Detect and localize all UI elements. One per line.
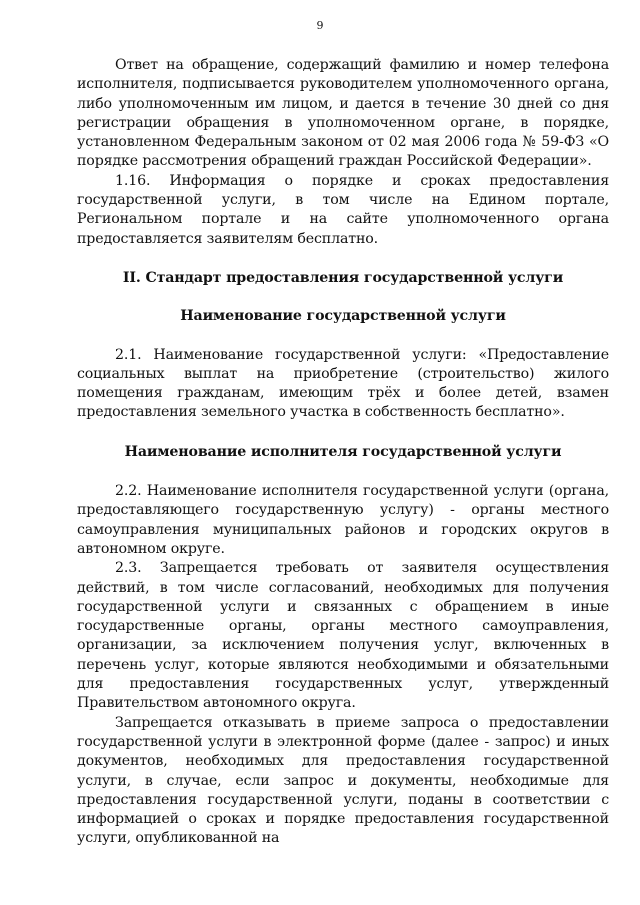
- page-number: 9: [316, 19, 324, 32]
- paragraph-refusal: Запрещается отказывать в приеме запроса о предоставлении государственной услуги в электронной форме (далее - запрос) и иных документов, необходимых для предоставления государственной услуги, в случае, если запрос и документы, необходимые для предоставления государственной услуги, поданы в соответствии с информацией о сроках и порядке предоставления государственной услуги, опубликованной на: [77, 714, 609, 847]
- paragraph-2-3: 2.3. Запрещается требовать от заявителя осуществления действий, в том числе согласований, необходимых для получения государственной услуги и связанных с обращением в иные государственные органы, органы местного самоуправления, организации, за исключением получения услуг, включенных в перечень услуг, которые являются необходимыми и обязательными для предоставления государственных услуг, утвержденный Правительством автономного округа.: [77, 560, 609, 712]
- document-body: [77, 56, 609, 849]
- subheading-executor: Наименование исполнителя государственной услуги: [124, 443, 562, 460]
- paragraph-2-2: 2.2. Наименование исполнителя государственной услуги (органа, предоставляющего государственную услугу) - органы местного самоуправления муниципальных районов и городских округов в автономном округе.: [77, 483, 609, 557]
- paragraph-2-1: 2.1. Наименование государственной услуги: «Предоставление социальных выплат на приобретение (строительство) жилого помещения гражданам, имеющим трёх и более детей, взамен предоставления земельного участка в собственность бесплатно».: [77, 346, 609, 421]
- section-heading: II. Стандарт предоставления государственной услуги: [122, 269, 564, 286]
- paragraph-1-16: 1.16. Информация о порядке и сроках предоставления государственной услуги, в том числе на Едином портале, Региональном портале и на сайте уполномоченного органа предоставляется заявителям бесплатно.: [77, 172, 609, 247]
- subheading-service-name: Наименование государственной услуги: [180, 308, 506, 325]
- paragraph-response: Ответ на обращение, содержащий фамилию и номер телефона исполнителя, подписывается руководителем уполномоченного органа, либо уполномоченным им лицом, и дается в течение 30 дней со дня регистрации обращения в уполномоченном органе, в порядке, установленном Федеральным законом от 02 мая 2006 года № 59-ФЗ «О порядке рассмотрения обращений граждан Российской Федерации».: [77, 57, 609, 170]
